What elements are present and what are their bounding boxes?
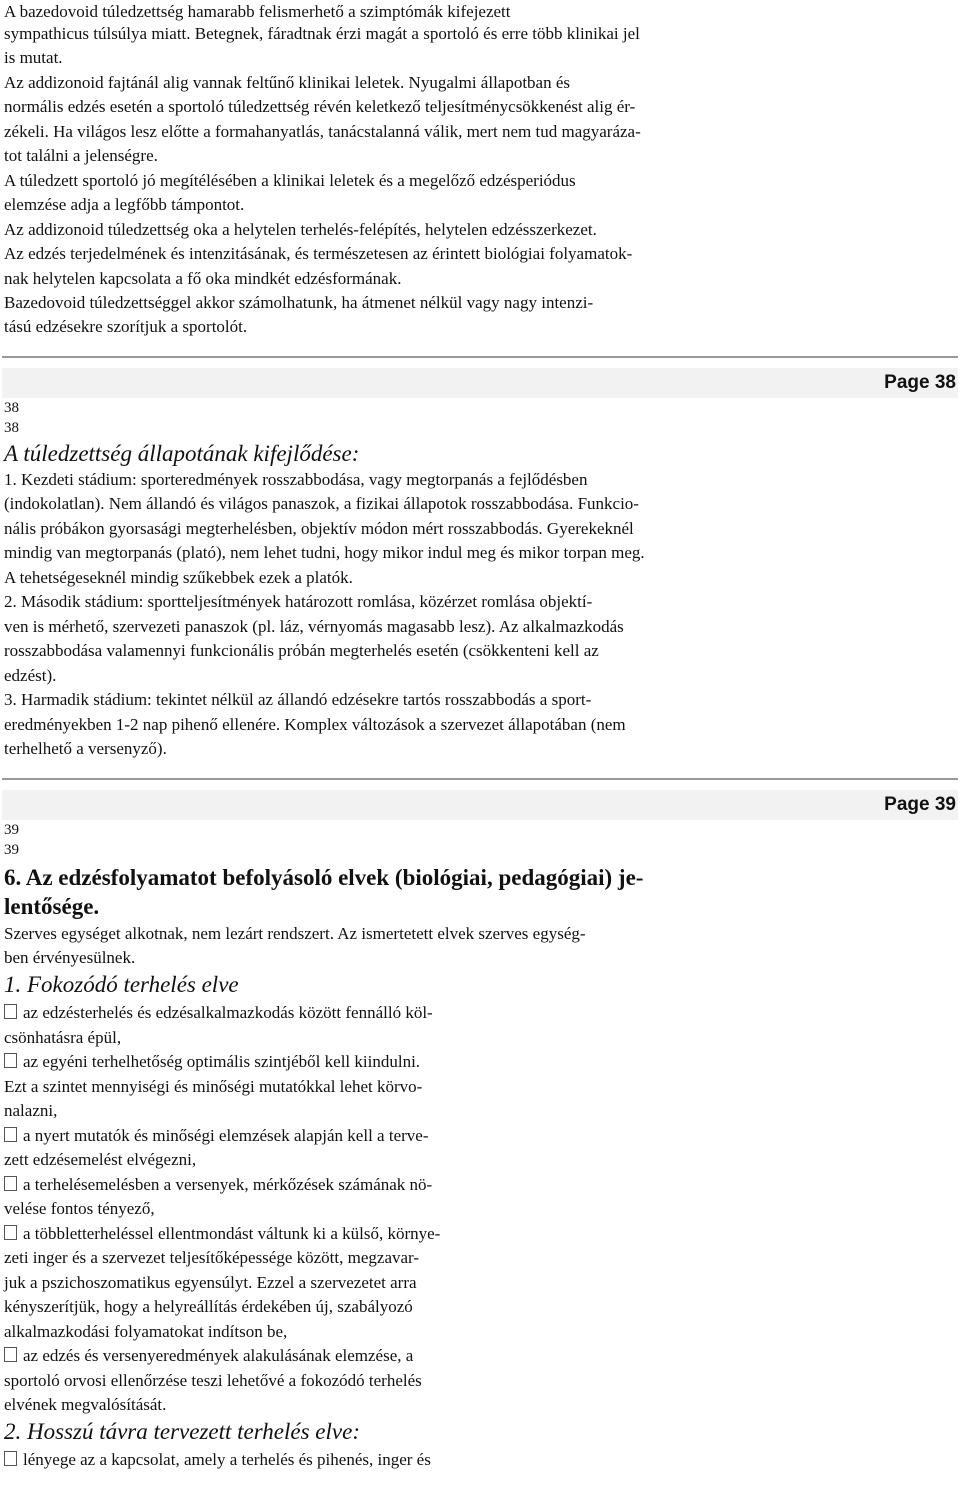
text-line: elvének megvalósítását. — [4, 1395, 167, 1414]
bullet-text: a terhelésemelésben a versenyek, mérkőzések számának nö- — [23, 1175, 433, 1194]
bullet-box-icon — [4, 1176, 17, 1191]
text-line: tású edzésekre szorítjuk a sportolót. — [4, 317, 248, 336]
text-line: 1. Kezdeti stádium: sporteredmények rosszabbodása, vagy megtorpanás a fejlődésben — [4, 470, 588, 489]
text-line: ben érvényesülnek. — [4, 948, 136, 967]
text-line: velése fontos tényező, — [4, 1199, 155, 1218]
text-line: Az addizonoid fajtánál alig vannak feltűnő klinikai leletek. Nyugalmi állapotban és — [4, 73, 571, 92]
subheading: 2. Hosszú távra tervezett terhelés elve: — [4, 1419, 360, 1444]
page-divider — [2, 356, 958, 358]
page-number: 39 — [4, 822, 19, 838]
text-line: sympathicus túlsúlya miatt. Betegnek, fáradtnak érzi magát a sportoló és erre több klinikai jel — [4, 24, 640, 43]
text-line: alkalmazkodási folyamatokat indítson be, — [4, 1322, 288, 1341]
text-line: ven is mérhető, szervezeti panaszok (pl. láz, vérnyomás magasabb lesz). Az alkalmazkodás — [4, 617, 624, 636]
text-line: Szerves egységet alkotnak, nem lezárt rendszert. Az ismertetett elvek szerves egység- — [4, 924, 586, 943]
text-line: sportoló orvosi ellenőrzése teszi lehetővé a fokozódó terhelés — [4, 1371, 422, 1390]
page-header-band — [2, 790, 958, 820]
page-number: 39 — [4, 842, 19, 858]
text-line: juk a pszichoszomatikus egyensúlyt. Ezzel a szervezetet arra — [4, 1273, 417, 1292]
bullet-text: lényege az a kapcsolat, amely a terhelés és pihenés, inger és — [23, 1450, 431, 1469]
bullet-line — [4, 1124, 428, 1148]
page-label: Page 38 — [884, 372, 956, 393]
section-heading: A túledzettség állapotának kifejlődése: — [4, 441, 360, 466]
page-divider — [2, 778, 958, 780]
bullet-text: az egyéni terhelhetőség optimális szintjéből kell kiindulni. — [23, 1052, 421, 1071]
page-number: 38 — [4, 400, 19, 416]
bullet-box-icon — [4, 1053, 17, 1068]
page-number: 38 — [4, 420, 19, 436]
chapter-heading: 6. Az edzésfolyamatot befolyásoló elvek (biológiai, pedagógiai) je- — [4, 865, 644, 890]
bullet-text: az edzésterhelés és edzésalkalmazkodás között fennálló köl- — [23, 1003, 433, 1022]
bullet-box-icon — [4, 1347, 17, 1362]
bullet-box-icon — [4, 1451, 17, 1466]
text-line: A tehetségeseknél mindig szűkebbek ezek a platók. — [4, 568, 353, 587]
chapter-heading-cont: lentősége. — [4, 894, 100, 919]
text-line: tot találni a jelenségre. — [4, 146, 158, 165]
page-header-band — [2, 368, 958, 398]
text-line: A túledzett sportoló jó megítélésében a klinikai leletek és a megelőző edzésperiódus — [4, 171, 576, 190]
text-line: elemzése adja a legfőbb támpontot. — [4, 195, 245, 214]
bullet-text: a nyert mutatók és minőségi elemzések alapján kell a terve- — [23, 1126, 429, 1145]
text-line: zékeli. Ha világos lesz előtte a formahanyatlás, tanácstalanná válik, mert nem tud magyaráza- — [4, 122, 641, 141]
bullet-text: a többletterheléssel ellentmondást váltunk ki a külső, környe- — [23, 1224, 441, 1243]
text-line: nális próbákon gyorsasági megterhelésben, objektív módon mért rosszabbodás. Gyerekeknél — [4, 519, 634, 538]
bullet-text: az edzés és versenyeredmények alakulásának elemzése, a — [23, 1346, 414, 1365]
bullet-box-icon — [4, 1127, 17, 1142]
bullet-line — [4, 1222, 440, 1246]
text-line: terhelhető a versenyző). — [4, 739, 167, 758]
text-line: is mutat. — [4, 48, 63, 67]
text-line: mindig van megtorpanás (plató), nem lehet tudni, hogy mikor indul meg és mikor torpan meg. — [4, 543, 645, 562]
text-line: normális edzés esetén a sportoló túledzettség révén keletkező teljesítménycsökkenést alig ér- — [4, 97, 636, 116]
text-line: rosszabbodása valamennyi funkcionális próbán megterhelés esetén (csökkenteni kell az — [4, 641, 599, 660]
text-line: Az edzés terjedelmének és intenzitásának, és természetesen az érintett biológiai folyamatok- — [4, 244, 633, 263]
text-line: 3. Harmadik stádium: tekintet nélkül az állandó edzésekre tartós rosszabbodás a sport- — [4, 690, 592, 709]
text-line: Bazedovoid túledzettséggel akkor számolhatunk, ha átmenet nélkül vagy nagy intenzi- — [4, 293, 594, 312]
text-line: kényszerítjük, hogy a helyreállítás érdekében új, szabályozó — [4, 1297, 413, 1316]
text-line: A bazedovoid túledzettség hamarabb felismerhető a szimptómák kifejezett — [4, 2, 511, 21]
text-line: Ezt a szintet mennyiségi és minőségi mutatókkal lehet körvo- — [4, 1077, 423, 1096]
subheading: 1. Fokozódó terhelés elve — [4, 972, 239, 997]
page-label: Page 39 — [884, 794, 956, 815]
bullet-box-icon — [4, 1004, 17, 1019]
text-line: edzést). — [4, 666, 57, 685]
bullet-line — [4, 1050, 420, 1074]
bullet-line — [4, 1448, 431, 1472]
text-line: nak helytelen kapcsolata a fő oka mindkét edzésformának. — [4, 269, 402, 288]
bullet-line — [4, 1173, 432, 1197]
text-line: nalazni, — [4, 1101, 58, 1120]
text-line: eredményekben 1-2 nap pihenő ellenére. Komplex változások a szervezet állapotában (nem — [4, 715, 626, 734]
bullet-box-icon — [4, 1225, 17, 1240]
text-line: zeti inger és a szervezet teljesítőképessége között, megzavar- — [4, 1248, 420, 1267]
text-line: zett edzésemelést elvégezni, — [4, 1150, 197, 1169]
bullet-line — [4, 1344, 413, 1368]
text-line: (indokolatlan). Nem állandó és világos panaszok, a fizikai állapotok rosszabbodása. Funkcio- — [4, 494, 639, 513]
text-line: csönhatásra épül, — [4, 1028, 122, 1047]
text-line: Az addizonoid túledzettség oka a helytelen terhelés-felépítés, helytelen edzésszerkezet. — [4, 220, 597, 239]
bullet-line — [4, 1001, 433, 1025]
text-line: 2. Második stádium: sportteljesítmények határozott romlása, közérzet romlása objektí- — [4, 592, 593, 611]
